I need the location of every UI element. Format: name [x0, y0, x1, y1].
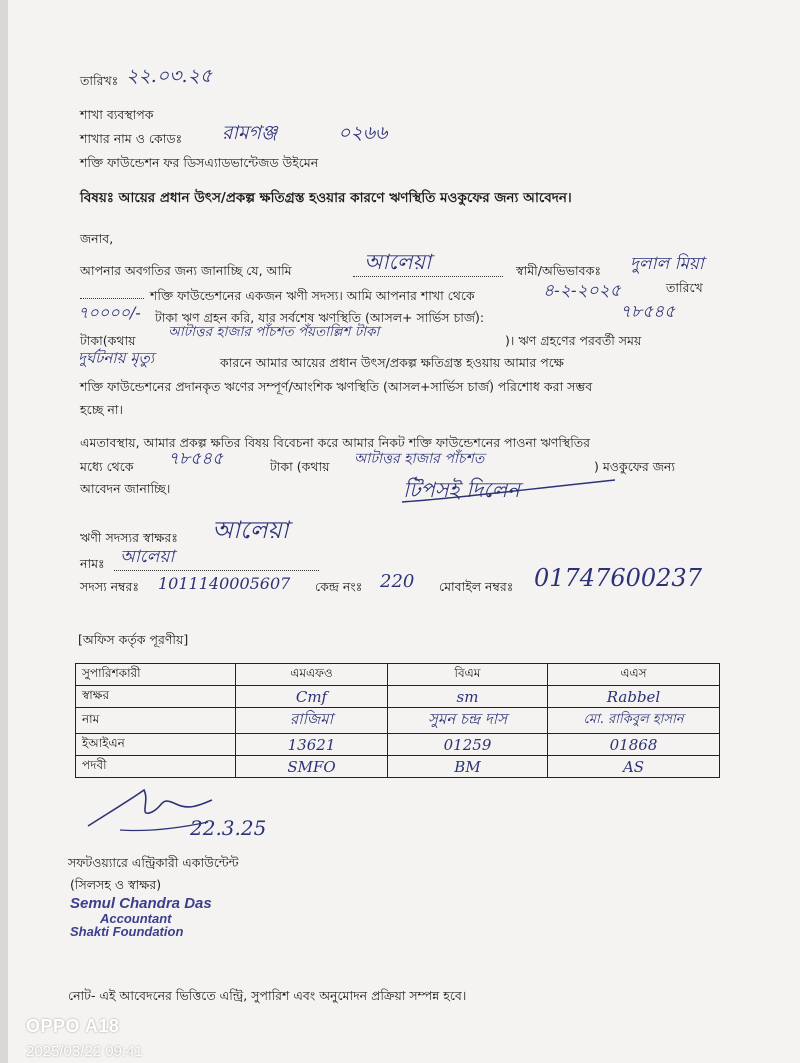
- accountant-role: সফটওয়্যারে এন্ট্রিকারী একাউন্টেন্ট: [68, 855, 239, 870]
- table-row: [76, 686, 720, 708]
- table-row: [76, 756, 720, 778]
- table-header-cell: সুপারিশকারী: [76, 664, 236, 686]
- fill-line: [80, 298, 144, 299]
- center-number: 220: [380, 571, 415, 592]
- body-text: ) মওকুফের জন্য: [594, 459, 676, 474]
- ein-cell: 13621: [287, 735, 336, 754]
- member-name: আলেয়া: [120, 547, 175, 567]
- body-text: আবেদন জানাচ্ছি।: [80, 481, 171, 496]
- body-text: শক্তি ফাউন্ডেশনের প্রদানকৃত ঋণের সম্পূর্ণ/আংশিক ঋণস্থিতি (আসল+সার্ভিস চার্জ) পরিশোধ করা সম্ভব: [80, 379, 593, 394]
- designation-cell: SMFO: [287, 757, 336, 776]
- office-table: [75, 663, 720, 778]
- member-signature: আলেয়া: [212, 516, 289, 544]
- branch-name: রামগঞ্জ: [222, 122, 278, 144]
- balance-in-words: আটাত্তর হাজার পাঁচশত পঁয়তাল্লিশ টাকা: [168, 324, 380, 340]
- table-header-cell: এমএফও: [236, 664, 388, 686]
- body-text: টাকা (কথায়: [270, 459, 330, 474]
- camera-watermark-device: OPPO A18: [26, 1016, 120, 1036]
- date-label: তারিখঃ: [80, 73, 119, 88]
- salutation: জনাব,: [80, 231, 114, 246]
- fill-line: [114, 570, 319, 571]
- body-text: হচ্ছে না।: [80, 402, 123, 417]
- organization-name: শক্তি ফাউন্ডেশন ফর ডিসএ্যাডভান্টেজড উইমেন: [80, 155, 319, 170]
- body-text: এমতাবস্থায়, আমার প্রকল্প ক্ষতির বিষয় বিবেচনা করে আমার নিকট শক্তি ফাউন্ডেশনের পাওনা ঋণস্থিতির: [80, 435, 591, 450]
- row-label: স্বাক্ষর: [76, 686, 236, 708]
- thumbprint-note: টিপসই দিলেন: [403, 478, 520, 502]
- mobile-label: মোবাইল নম্বরঃ: [439, 579, 514, 594]
- mobile-number: 01747600237: [534, 564, 702, 592]
- subject-line: বিষয়ঃ আয়ের প্রধান উৎস/প্রকল্প ক্ষতিগ্রস্ত হওয়ার কারণে ঋণস্থিতি মওকুফের জন্য আবেদন।: [80, 190, 572, 206]
- stamp-organization: Shakti Foundation: [70, 924, 184, 940]
- body-text: স্বামী/অভিভাবকঃ: [516, 263, 601, 278]
- body-text: শক্তি ফাউন্ডেশনের একজন ঋণী সদস্য। আমি আপনার শাখা থেকে: [150, 288, 475, 303]
- ein-cell: 01259: [443, 735, 492, 754]
- center-label: কেন্দ্র নংঃ: [315, 579, 363, 594]
- office-heading: [অফিস কর্তৃক পূরণীয়]: [78, 632, 189, 647]
- row-label: নাম: [76, 708, 236, 734]
- applicant-name: আলেয়া: [364, 250, 432, 274]
- table-row: [76, 734, 720, 756]
- row-label: ইআইএন: [76, 734, 236, 756]
- stamp-role: Accountant: [100, 910, 172, 926]
- stamp-name: Semul Chandra Das: [70, 895, 212, 912]
- branch-label: শাখার নাম ও কোডঃ: [80, 131, 183, 146]
- loan-date: ৪-২-২০২৫: [543, 281, 621, 301]
- name-cell: মো. রাকিবুল হাসান: [583, 712, 684, 727]
- signature-cell: sm: [456, 687, 479, 706]
- waiver-amount: ৭৮৫৪৫: [168, 449, 224, 469]
- guardian-name: দুলাল মিয়া: [630, 254, 704, 274]
- member-number: 1011140005607: [158, 574, 291, 593]
- designation-cell: AS: [622, 757, 645, 776]
- body-text: টাকা(কথায়: [80, 333, 136, 348]
- body-text: কারনে আমার আয়ের প্রধান উৎস/প্রকল্প ক্ষতিগ্রস্ত হওয়ায় আমার পক্ষে: [220, 355, 564, 370]
- signature-cell: Rabbel: [606, 687, 661, 706]
- name-cell: সুমন চন্দ্র দাস: [427, 710, 508, 728]
- body-text: তারিখে: [666, 280, 703, 295]
- designation-cell: BM: [454, 757, 481, 776]
- member-signature-label: ঋণী সদস্যর স্বাক্ষরঃ: [80, 530, 178, 545]
- waiver-in-words: আটাত্তর হাজার পাঁচশত: [354, 451, 485, 467]
- loan-balance: ৭৮৫৪৫: [620, 302, 676, 322]
- accountant-seal-note: (সিলসহ ও স্বাক্ষর): [70, 877, 162, 892]
- table-header-cell: বিএম: [388, 664, 548, 686]
- member-number-label: সদস্য নম্বরঃ: [80, 579, 140, 594]
- fill-line: [353, 276, 503, 277]
- loan-amount: ৭০০০০/-: [78, 303, 141, 322]
- body-text: টাকা ঋণ গ্রহন করি, যার সর্বশেষ ঋণস্থিতি (আসল+ সার্ভিস চার্জ):: [155, 310, 485, 325]
- footer-note: নোট- এই আবেদনের ভিত্তিতে এন্ট্রি, সুপারিশ এবং অনুমোদন প্রক্রিয়া সম্পন্ন হবে।: [68, 988, 467, 1003]
- loss-cause: দুর্ঘটনায় মৃত্যু: [78, 349, 155, 367]
- body-text: আপনার অবগতির জন্য জানাচ্ছি যে, আমি: [80, 263, 292, 278]
- date-value: ২২.০৩.২৫: [126, 65, 213, 87]
- table-header-row: [76, 664, 720, 686]
- accountant-stamp: [70, 896, 212, 939]
- body-text: )। ঋণ গ্রহণের পরবর্তী সময়: [505, 333, 642, 348]
- body-text: মধ্যে থেকে: [80, 459, 134, 474]
- camera-watermark-timestamp: 2025/03/22 09:41: [26, 1043, 143, 1060]
- application-form: [8, 0, 800, 1063]
- member-name-label: নামঃ: [80, 556, 105, 571]
- signature-underline: [400, 476, 620, 506]
- row-label: পদবী: [76, 756, 236, 778]
- accountant-sign-date: 22.3.25: [190, 816, 267, 840]
- signature-cell: Cmf: [295, 687, 328, 706]
- ein-cell: 01868: [609, 735, 658, 754]
- table-header-cell: এএস: [548, 664, 720, 686]
- table-row: [76, 708, 720, 734]
- branch-code: ০২৬৬: [338, 122, 388, 144]
- name-cell: রাজিমা: [290, 710, 333, 728]
- addressee-title: শাখা ব্যবস্থাপক: [80, 107, 154, 122]
